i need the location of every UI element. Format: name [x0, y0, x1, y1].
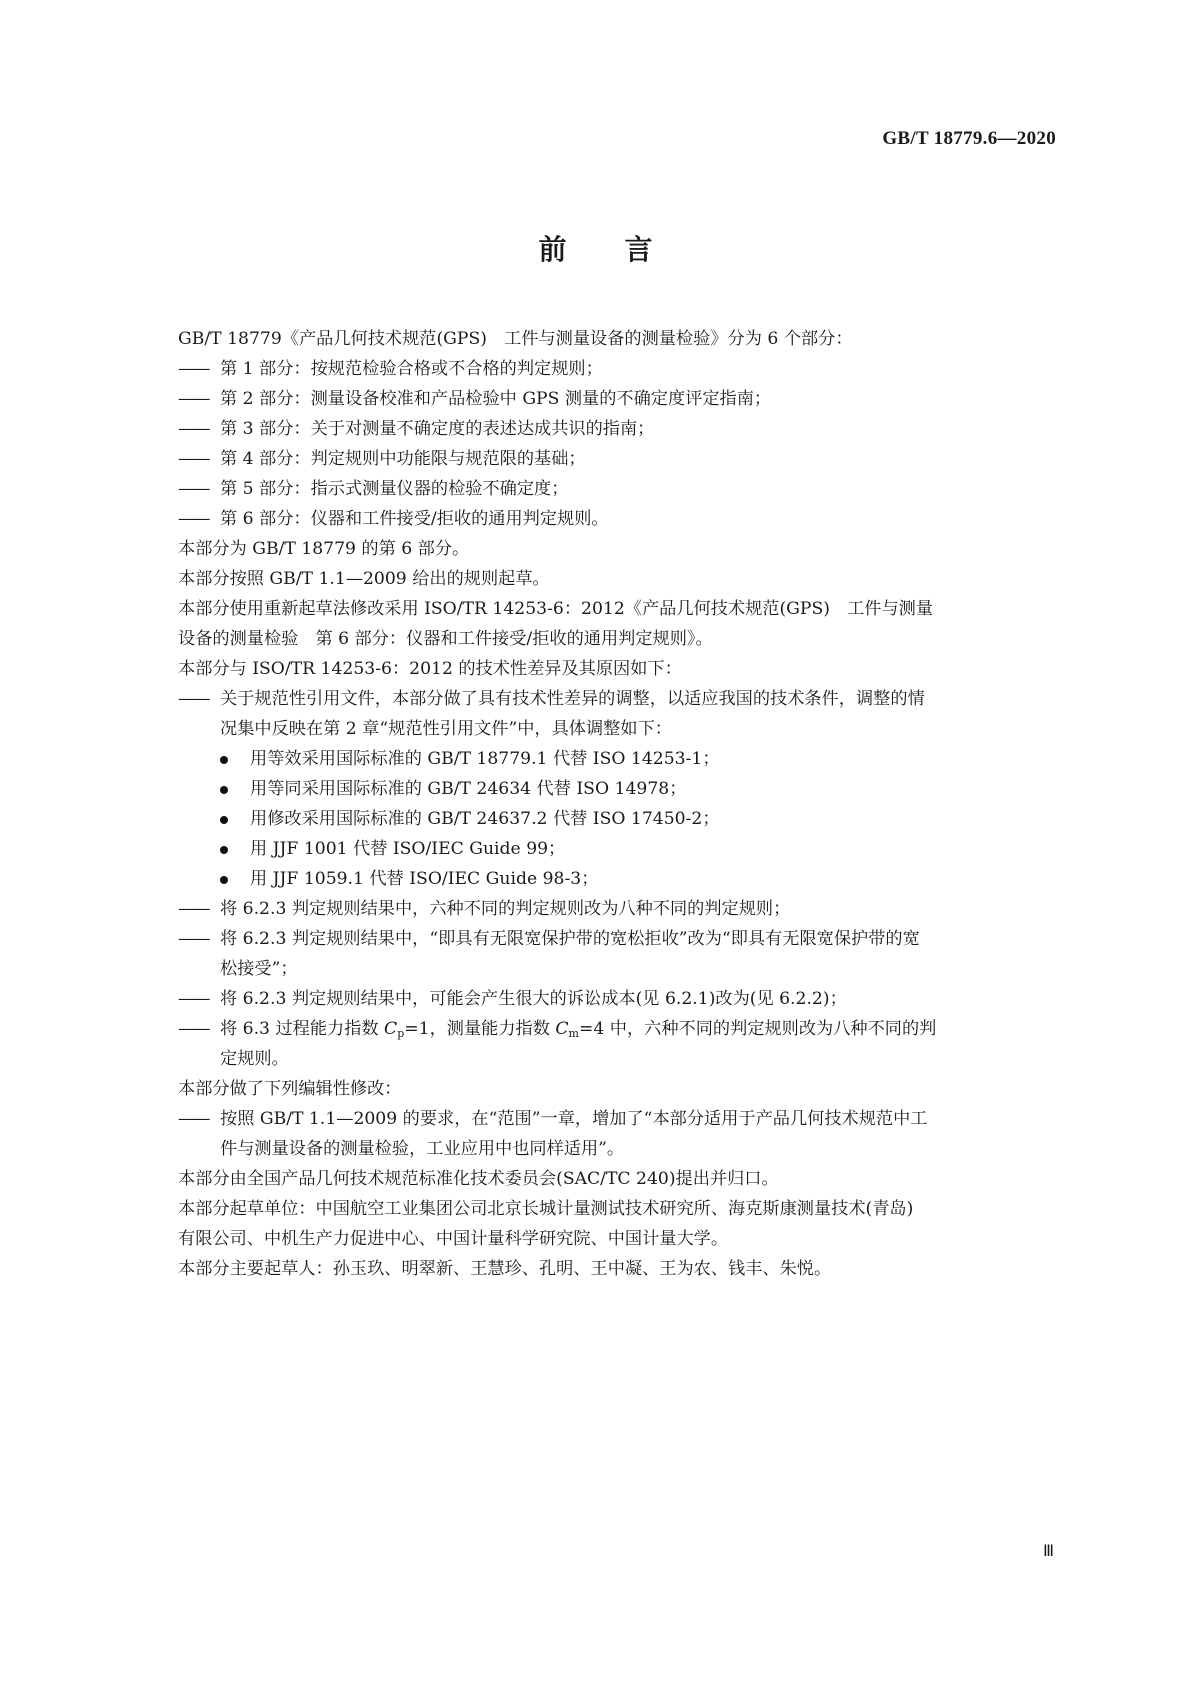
difference-item: —— 将 6.2.3 判定规则结果中，六种不同的判定规则改为八种不同的判定规则；	[178, 899, 791, 919]
part-item: —— 第 1 部分：按规范检验合格或不合格的判定规则；	[178, 359, 603, 379]
reference-item: 用修改采用国际标准的 GB/T 24637.2 代替 ISO 17450-2；	[218, 804, 1058, 834]
differences-paragraph: 本部分与 ISO/TR 14253-6：2012 的技术性差异及其原因如下：	[178, 659, 682, 679]
difference-item: —— 将 6.2.3 判定规则结果中，可能会产生很大的诉讼成本(见 6.2.1)改为(见 6.2.2)；	[178, 989, 847, 1009]
part-item: —— 第 5 部分：指示式测量仪器的检验不确定度；	[178, 479, 569, 499]
part-item: —— 第 2 部分：测量设备校准和产品检验中 GPS 测量的不确定度评定指南；	[178, 389, 772, 409]
difference-item: —— 将 6.2.3 判定规则结果中，“即具有无限宽保护带的宽松拒收”改为“即具有无限宽保护带的宽 松接受”；	[178, 929, 920, 979]
proposed-by-paragraph: 本部分由全国产品几何技术规范标准化技术委员会(SAC/TC 240)提出并归口。	[178, 1169, 779, 1189]
part-item: —— 第 4 部分：判定规则中功能限与规范限的基础；	[178, 449, 586, 469]
reference-list	[178, 744, 1058, 894]
editorial-paragraph: 本部分做了下列编辑性修改：	[178, 1079, 402, 1099]
editorial-item: —— 按照 GB/T 1.1—2009 的要求，在“范围”一章，增加了“本部分适用于产品几何技术规范中工 件与测量设备的测量检验，工业应用中也同样适用”。	[178, 1109, 928, 1159]
part-item: —— 第 3 部分：关于对测量不确定度的表述达成共识的指南；	[178, 419, 655, 439]
reference-item: 用等效采用国际标准的 GB/T 18779.1 代替 ISO 14253-1；	[218, 744, 1058, 774]
page-title: 前言	[538, 233, 711, 266]
reference-item: 用 JJF 1059.1 代替 ISO/IEC Guide 98-3；	[218, 864, 1058, 894]
reference-item: 用等同采用国际标准的 GB/T 24634 代替 ISO 14978；	[218, 774, 1058, 804]
reference-item: 用 JJF 1001 代替 ISO/IEC Guide 99；	[218, 834, 1058, 864]
document-body	[178, 324, 1058, 1284]
cp-symbol: C	[384, 1019, 398, 1039]
intro-paragraph: GB/T 18779《产品几何技术规范(GPS) 工件与测量设备的测量检验》分为 6 个部分：	[178, 329, 853, 349]
difference-item: —— 关于规范性引用文件，本部分做了具有技术性差异的调整，以适应我国的技术条件，调整的情 况集中反映在第 2 章“规范性引用文件”中，具体调整如下：	[178, 689, 925, 739]
drafting-rules-paragraph: 本部分按照 GB/T 1.1—2009 给出的规则起草。	[178, 569, 550, 589]
drafting-units-paragraph: 本部分起草单位：中国航空工业集团公司北京长城计量测试技术研究所、海克斯康测量技术(青岛) 有限公司、中机生产力促进中心、中国计量科学研究院、中国计量大学。	[178, 1199, 914, 1249]
drafters-paragraph: 本部分主要起草人：孙玉玖、明翠新、王慧珍、孔明、王中凝、王为农、钱丰、朱悦。	[178, 1259, 832, 1279]
difference-item: —— 将 6.3 过程能力指数 $C_p=1$，测量能力指数 $C_m=4$ 中，六种不同的判定规则改为八种不同的判 定规则。	[178, 1019, 937, 1069]
adoption-paragraph: 本部分使用重新起草法修改采用 ISO/TR 14253-6：2012《产品几何技术规范(GPS) 工件与测量 设备的测量检验 第 6 部分：仪器和工件接受/拒收的通用判定规则》。	[178, 599, 934, 649]
parts-list	[178, 354, 1058, 534]
page-number: Ⅲ	[1042, 1543, 1054, 1560]
standard-code: GB/T 18779.6—2020	[882, 128, 1056, 149]
part-number-paragraph: 本部分为 GB/T 18779 的第 6 部分。	[178, 539, 470, 559]
part-item: —— 第 6 部分：仪器和工件接受/拒收的通用判定规则。	[178, 509, 609, 529]
cm-symbol: C	[555, 1019, 569, 1039]
